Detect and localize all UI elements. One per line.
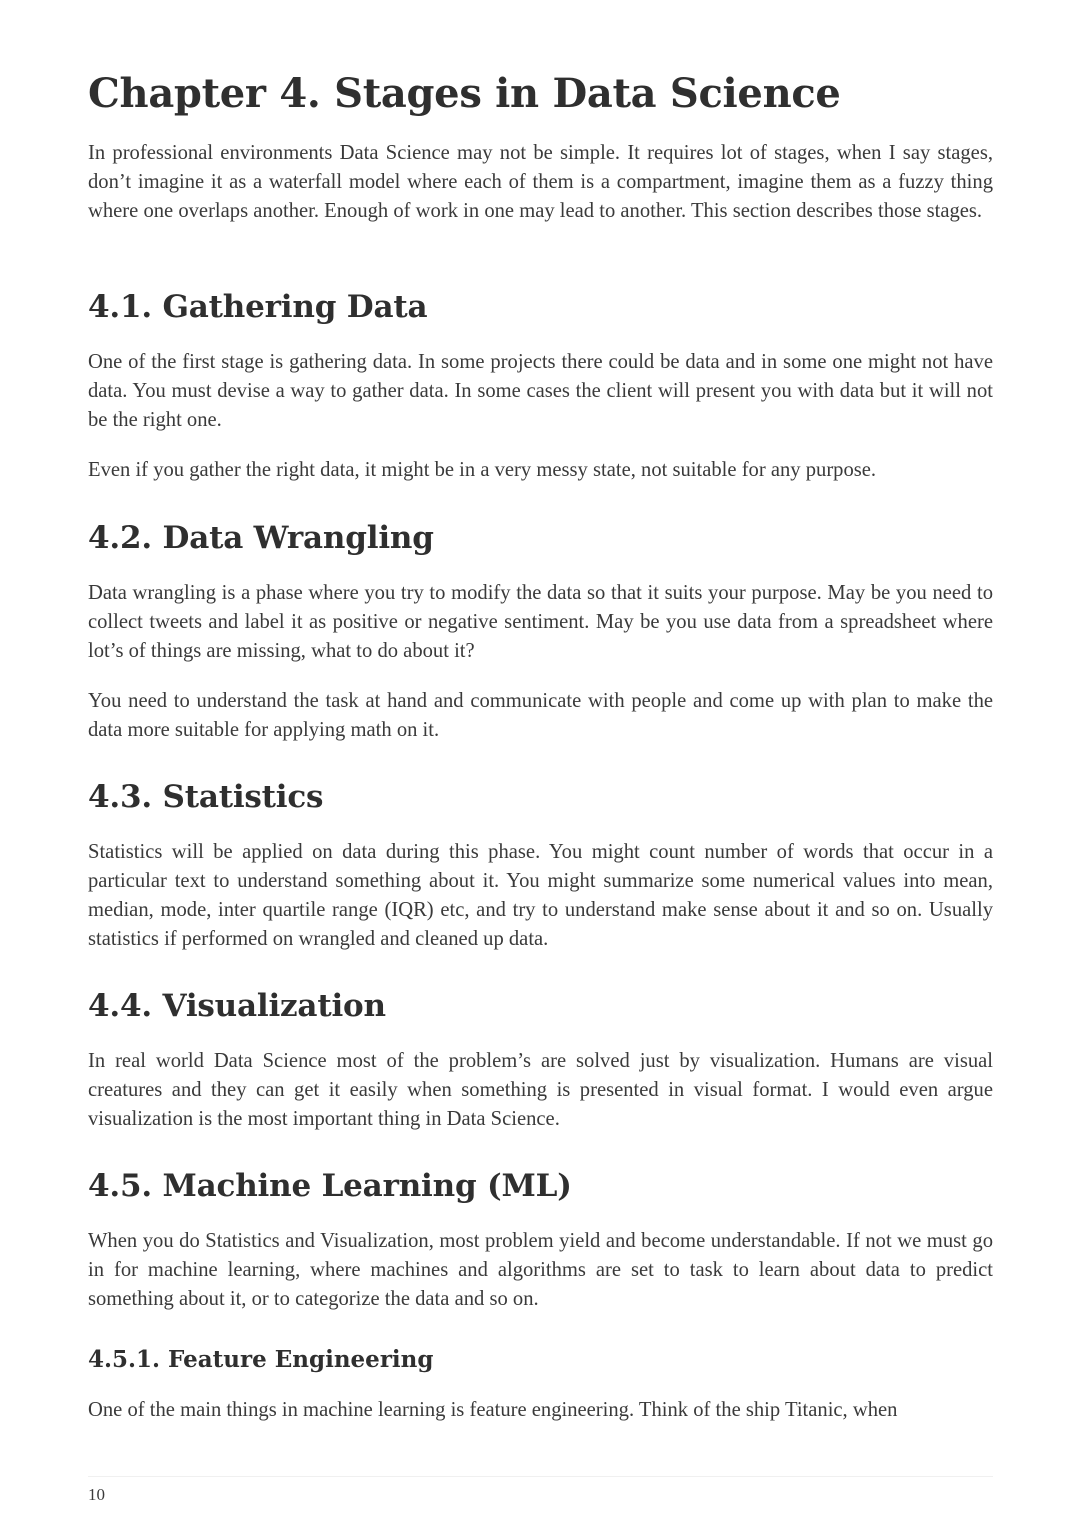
section-heading-data-wrangling: 4.2. Data Wrangling — [88, 520, 434, 556]
visualization-paragraph: In real world Data Science most of the problem’s are solved just by visualization. Humans are visual creatures and they can get it easily when something is presented in visual format. I would even argue visualization is the most important thing in Data Science. — [88, 1050, 993, 1130]
section-heading-machine-learning: 4.5. Machine Learning (ML) — [88, 1168, 572, 1204]
data-wrangling-paragraph-1: Data wrangling is a phase where you try to modify the data so that it suits your purpose. May be you need to collect tweets and label it as positive or negative sentiment. May be you use data from a spreadsheet where lot’s of things are missing, what to do about it? — [88, 582, 993, 662]
feature-engineering-paragraph: One of the main things in machine learning is feature engineering. Think of the ship Titanic, when — [88, 1399, 898, 1421]
gathering-data-paragraph-2: Even if you gather the right data, it might be in a very messy state, not suitable for any purpose. — [88, 459, 877, 481]
page-number: 10 — [88, 1485, 105, 1504]
data-wrangling-paragraph-2: You need to understand the task at hand and communicate with people and come up with plan to make the data more suitable for applying math on it. — [88, 690, 993, 741]
machine-learning-paragraph: When you do Statistics and Visualization, most problem yield and become understandable. If not we must go in for machine learning, where machines and algorithms are set to task to learn about data to predict something about it, or to categorize the data and so on. — [88, 1230, 993, 1310]
subsection-heading-feature-engineering: 4.5.1. Feature Engineering — [88, 1346, 434, 1373]
chapter-title: Chapter 4. Stages in Data Science — [88, 70, 841, 117]
section-heading-statistics: 4.3. Statistics — [88, 779, 324, 815]
section-heading-gathering-data: 4.1. Gathering Data — [88, 289, 428, 325]
gathering-data-paragraph-1: One of the first stage is gathering data. In some projects there could be data and in some one might not have data. You must devise a way to gather data. In some cases the client will present you with data but it will not be the right one. — [88, 351, 993, 431]
chapter-intro-paragraph: In professional environments Data Science may not be simple. It requires lot of stages, when I say stages, don’t imagine it as a waterfall model where each of them is a compartment, imagine them as a fuzzy thing where one overlaps another. Enough of work in one may lead to another. This section describes those stages. — [88, 142, 993, 222]
footer-divider — [88, 1476, 993, 1477]
statistics-paragraph: Statistics will be applied on data during this phase. You might count number of words that occur in a particular text to understand something about it. You might summarize some numerical values into mean, median, mode, inter quartile range (IQR) etc, and try to understand make sense about it and so on. Usually statistics if performed on wrangled and cleaned up data. — [88, 841, 993, 950]
section-heading-visualization: 4.4. Visualization — [88, 988, 386, 1024]
